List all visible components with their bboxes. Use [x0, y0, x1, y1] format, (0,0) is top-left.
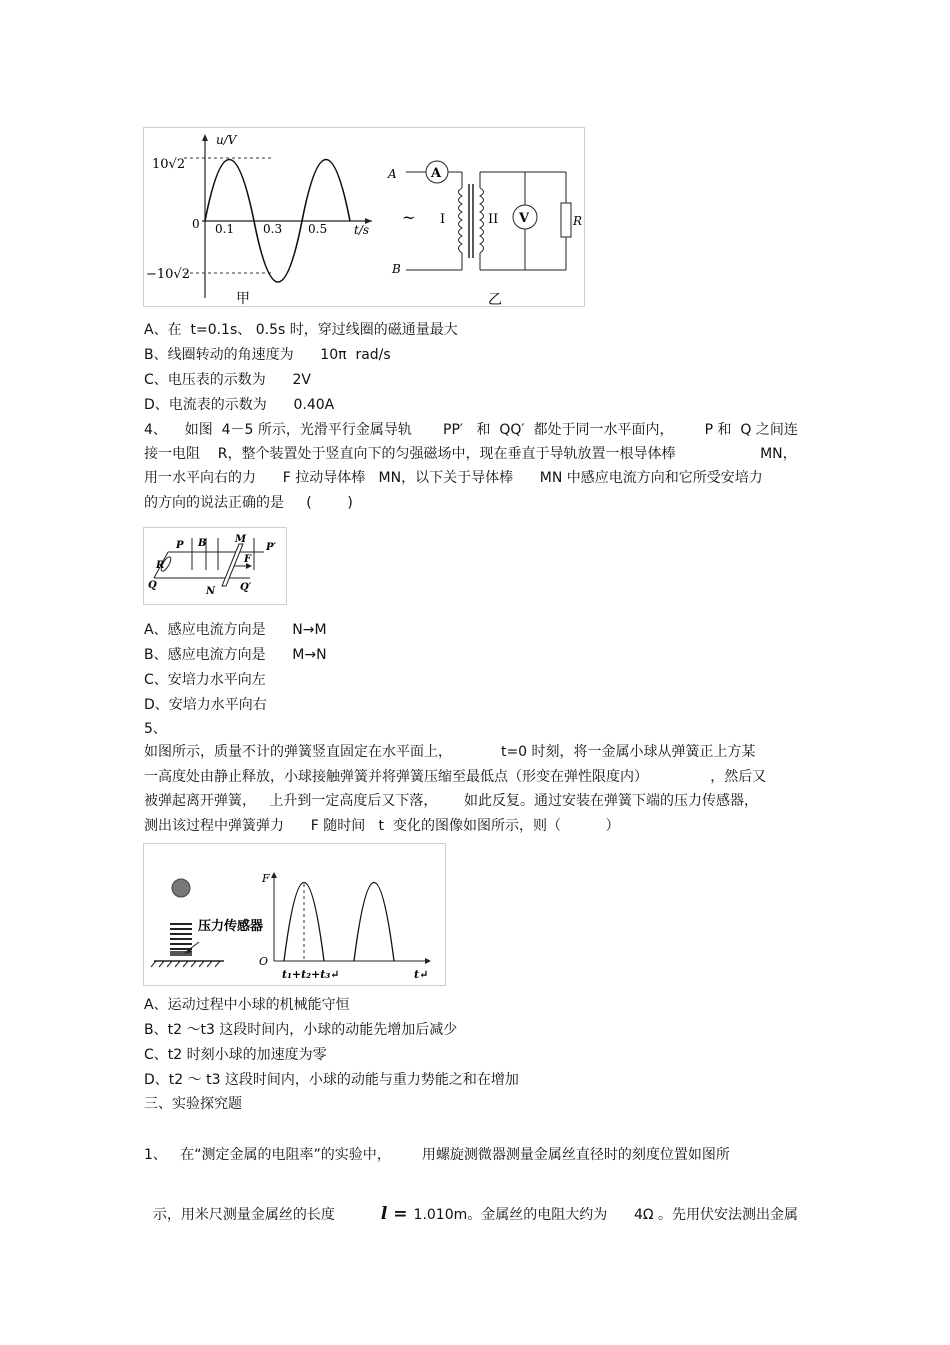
- label-n: N: [206, 586, 216, 597]
- q3-option-a: A、在 t=0.1s、 0.5s 时，穿过线圈的磁通量最大: [144, 322, 458, 338]
- tick-0-5: 0.5: [308, 222, 328, 236]
- coil-2-label: II: [488, 212, 499, 227]
- y-axis-label: u/V: [216, 133, 237, 147]
- caption-jia: 甲: [236, 291, 250, 306]
- label-q: Q: [148, 580, 157, 591]
- exp1-line-2-end: 1.010m。金属丝的电阻大约为 4Ω 。先用伏安法测出金属: [413, 1207, 799, 1223]
- graph-t-labels: t₁+t₂+t₃↵: [282, 968, 340, 981]
- q5-option-b: B、t2 ～t3 这段时间内，小球的动能先增加后减少: [144, 1022, 458, 1038]
- primary-coil: [459, 188, 463, 253]
- q4-line-2: 接一电阻 R，整个装置处于竖直向下的匀强磁场中，现在垂直于导轨放置一根导体棒 MN，: [144, 446, 797, 462]
- graph-origin: O: [259, 955, 269, 968]
- caption-yi: 乙: [488, 292, 502, 306]
- q4-option-d: D、安培力水平向右: [144, 697, 267, 713]
- figure-2-svg: [144, 528, 286, 604]
- figure-3-svg: [144, 844, 445, 985]
- q5-line-1: 如图所示，质量不计的弹簧竖直固定在水平面上， t=0 时刻，将一金属小球从弹簧正上方某: [144, 744, 756, 760]
- q3-option-c: C、电压表的示数为 2V: [144, 372, 311, 388]
- q4-line-3: 用一水平向右的力 F 拉动导体棒 MN，以下关于导体棒 MN 中感应电流方向和它所受安培力: [144, 470, 763, 486]
- label-p: P: [176, 540, 184, 551]
- q3-option-b: B、线圈转动的角速度为 10π rad/s: [144, 347, 391, 363]
- ammeter-label: A: [431, 166, 442, 181]
- graph-t-arrow: [425, 958, 431, 964]
- terminal-b: B: [392, 262, 401, 276]
- force-pulse-2: [354, 883, 394, 962]
- section-3-title: 三、实验探究题: [144, 1096, 242, 1112]
- rod-mn: [222, 544, 243, 586]
- q4-line-4: 的方向的说法正确的是 ( ): [144, 495, 353, 511]
- label-m: M: [235, 534, 247, 545]
- label-f: F: [244, 554, 252, 565]
- q4-option-a: A、感应电流方向是 N→M: [144, 622, 327, 638]
- q5-line-2: 一高度处由静止释放，小球接触弹簧并将弹簧压缩至最低点（形变在弹性限度内） ，然后又: [144, 769, 767, 785]
- y-max-label: 10√2: [152, 157, 186, 172]
- q5-option-a: A、运动过程中小球的机械能守恒: [144, 997, 350, 1013]
- exp1-line-2: [144, 1184, 798, 1225]
- sensor-label: 压力传感器: [198, 919, 264, 934]
- tick-0-1: 0.1: [215, 222, 235, 236]
- spring: [170, 924, 192, 949]
- graph-f-label: F: [262, 872, 270, 885]
- label-q-prime: Q′: [240, 582, 252, 593]
- label-b: B: [198, 538, 207, 549]
- q5-option-c: C、t2 时刻小球的加速度为零: [144, 1047, 327, 1063]
- label-r: R: [156, 560, 165, 571]
- x-axis-label: t/s: [354, 223, 370, 237]
- length-formula: l =: [380, 1204, 408, 1224]
- metal-ball: [172, 879, 190, 897]
- q4-option-c: C、安培力水平向左: [144, 672, 266, 688]
- voltmeter-label: V: [519, 211, 530, 226]
- resistor-label: R: [573, 214, 583, 228]
- q5-option-d: D、t2 ～ t3 这段时间内，小球的动能与重力势能之和在增加: [144, 1072, 519, 1088]
- secondary-coil: [480, 188, 484, 253]
- ac-symbol: ~: [402, 208, 416, 227]
- q4-option-b: B、感应电流方向是 M→N: [144, 647, 327, 663]
- figure-waveform-circuit: [143, 127, 585, 307]
- q4-line-1: 4、 如图 4－5 所示，光滑平行金属导轨 PP′ 和 QQ′ 都处于同一水平面内， P 和 Q 之间连: [144, 422, 798, 438]
- figure-spring-graph: [143, 843, 446, 986]
- tick-0-3: 0.3: [263, 222, 283, 236]
- resistor: [561, 203, 571, 237]
- y-min-label: −10√2: [146, 267, 190, 282]
- graph-f-arrow: [271, 872, 277, 878]
- graph-t-axis-label: t↵: [414, 968, 429, 981]
- origin-label: 0: [192, 217, 200, 231]
- label-p-prime: P′: [266, 542, 277, 553]
- q3-option-d: D、电流表的示数为 0.40A: [144, 397, 335, 413]
- exp1-line-2-start: 示，用米尺测量金属丝的长度: [152, 1207, 335, 1223]
- exp1-line-1: 1、 在“测定金属的电阻率”的实验中， 用螺旋测微器测量金属丝直径时的刻度位置如图所: [144, 1147, 730, 1163]
- coil-1-label: I: [440, 212, 446, 227]
- voltage-axis-arrow: [202, 134, 208, 141]
- terminal-a: A: [388, 167, 397, 181]
- q5-number: 5、: [144, 721, 167, 737]
- ground-hatch: [151, 961, 220, 967]
- figure-rails: [143, 527, 287, 605]
- q5-line-4: 测出该过程中弹簧弹力 F 随时间 t 变化的图像如图所示，则（ ）: [144, 818, 620, 834]
- q5-line-3: 被弹起离开弹簧， 上升到一定高度后又下落， 如此反复。通过安装在弹簧下端的压力传感器，: [144, 793, 759, 809]
- figure-1-svg: [144, 128, 584, 306]
